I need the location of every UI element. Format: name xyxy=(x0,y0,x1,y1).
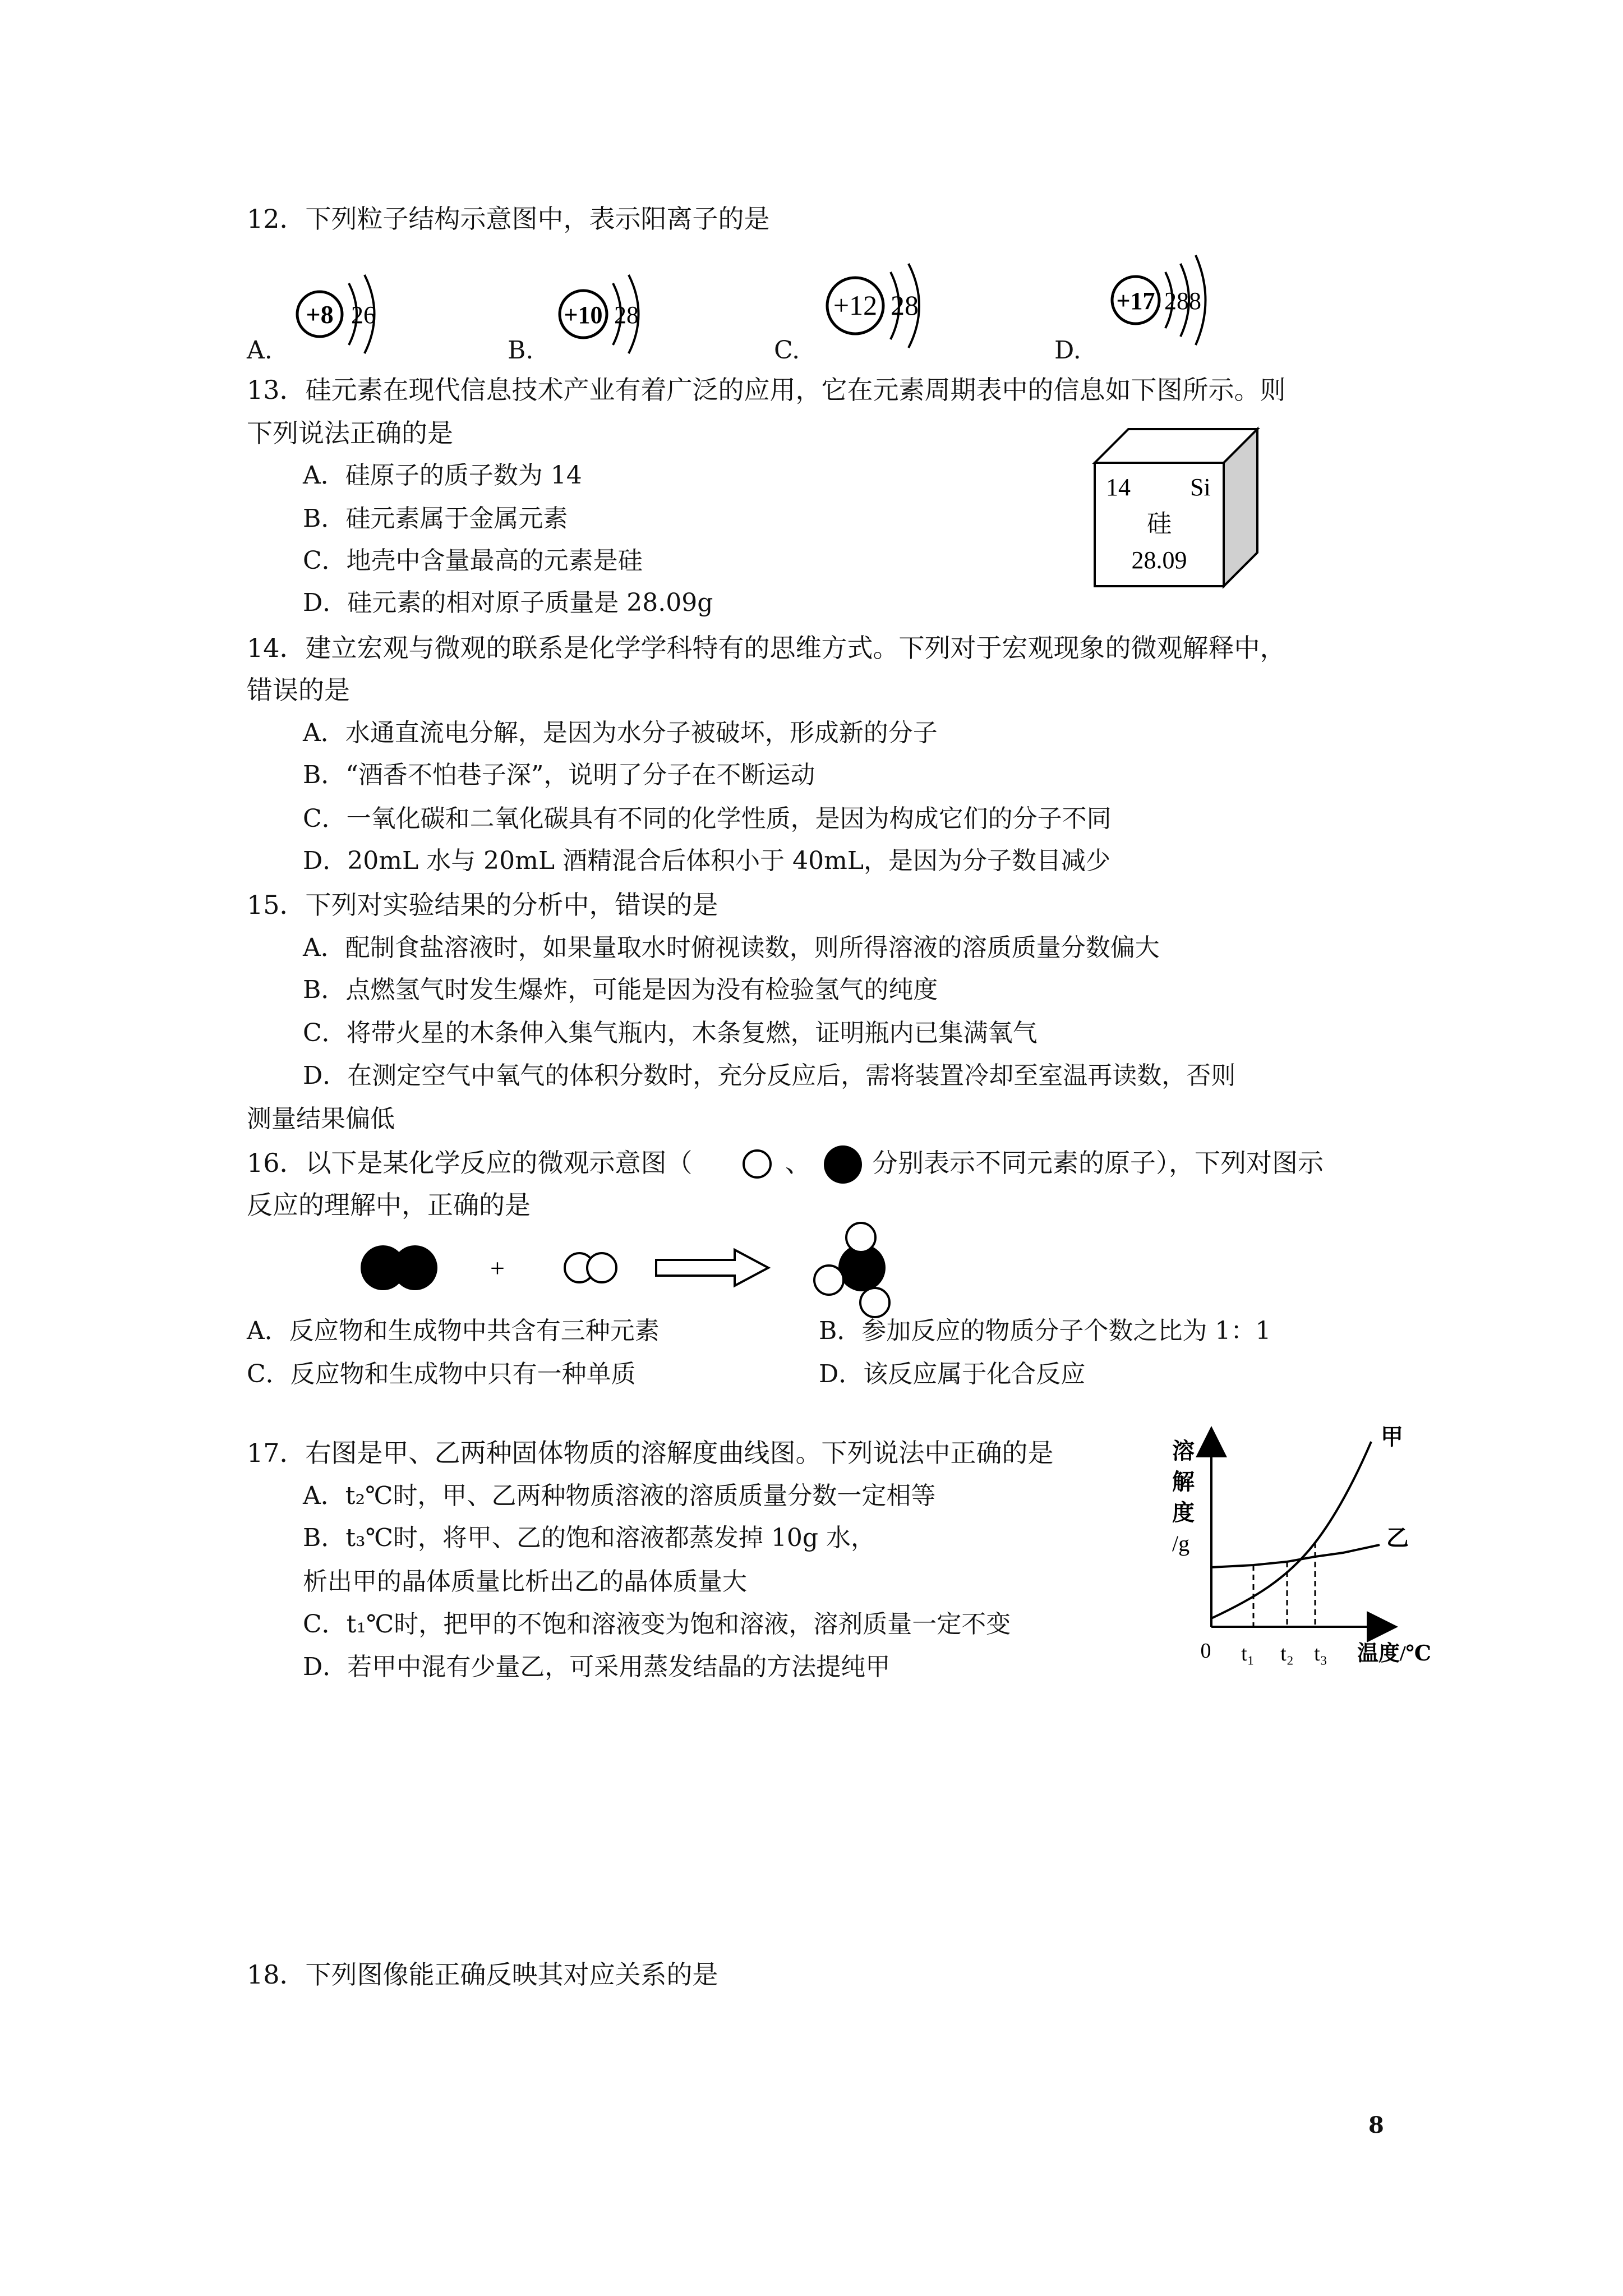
reaction-arrow xyxy=(656,1250,768,1286)
q14-option-b: B．“酒香不怕巷子深”，说明了分子在不断运动 xyxy=(303,761,815,789)
origin-label: 0 xyxy=(1200,1639,1211,1663)
q16-stem-line2: 反应的理解中，正确的是 xyxy=(247,1190,531,1220)
series-label-jia: 甲 xyxy=(1381,1424,1403,1450)
y-axis-label-3: 度 xyxy=(1172,1500,1195,1525)
q17-option-b-line1: B．t₃℃时，将甲、乙的饱和溶液都蒸发掉 10g 水， xyxy=(303,1524,876,1552)
q14-option-a: A．水通直流电分解，是因为水分子被破坏，形成新的分子 xyxy=(303,719,938,747)
nucleus-b: +10 xyxy=(564,301,603,329)
q15-option-a: A．配制食盐溶液时，如果量取水时俯视读数，则所得溶液的溶质质量分数偏大 xyxy=(303,933,1160,962)
periodic-table-cell xyxy=(1088,424,1267,592)
q16-option-b: B．参加反应的物质分子个数之比为 1：1 xyxy=(819,1317,1271,1345)
reactant-black-atom-2 xyxy=(393,1245,437,1290)
solubility-curve-graph xyxy=(1155,1419,1475,1700)
q14-option-c: C．一氧化碳和二氧化碳具有不同的化学性质，是因为构成它们的分子不同 xyxy=(303,804,1112,833)
atom-structure-d xyxy=(1099,247,1262,348)
q12-option-a-label: A. xyxy=(247,336,273,365)
q12-option-d-label: D. xyxy=(1054,336,1081,365)
shells-b: 28 xyxy=(614,301,639,329)
q18-stem: 18．下列图像能正确反映其对应关系的是 xyxy=(247,1959,718,1990)
q13-option-a: A．硅原子的质子数为 14 xyxy=(303,461,582,490)
q14-stem-line2: 错误的是 xyxy=(247,675,350,705)
q16-stem-line1-a: 16．以下是某化学反应的微观示意图（ xyxy=(247,1148,693,1178)
atom-structure-c xyxy=(819,255,965,356)
shells-c: 28 xyxy=(891,289,919,321)
q15-option-d-cont: 测量结果偏低 xyxy=(247,1105,395,1133)
product-white-atom-3 xyxy=(860,1288,889,1317)
atom-structure-b xyxy=(547,258,676,359)
q14-stem-line1: 14．建立宏观与微观的联系是化学学科特有的思维方式。下列对于宏观现象的微观解释中， xyxy=(247,633,1286,663)
tick-t3: t₃ xyxy=(1314,1642,1327,1665)
q16-option-d: D．该反应属于化合反应 xyxy=(819,1360,1086,1388)
q16-option-c: C．反应物和生成物中只有一种单质 xyxy=(247,1360,636,1388)
q15-option-d: D．在测定空气中氧气的体积分数时，充分反应后，需将装置冷却至室温再读数，否则 xyxy=(303,1061,1236,1090)
q16-option-a: A．反应物和生成物中共含有三种元素 xyxy=(247,1317,660,1345)
black-atom-icon xyxy=(822,1143,864,1186)
tick-t1: t₁ xyxy=(1241,1642,1255,1665)
q15-option-c: C．将带火星的木条伸入集气瓶内，木条复燃，证明瓶内已集满氧气 xyxy=(303,1019,1038,1047)
q12-option-c-label: C. xyxy=(774,336,800,365)
product-white-atom-2 xyxy=(814,1266,843,1295)
q16-stem-line1-b: 分别表示不同元素的原子），下列对图示 xyxy=(872,1148,1324,1178)
element-symbol: Si xyxy=(1190,473,1211,501)
page-number: 8 xyxy=(1368,2112,1384,2138)
q15-stem: 15．下列对实验结果的分析中，错误的是 xyxy=(247,890,718,920)
y-axis-label-1: 溶 xyxy=(1172,1438,1195,1464)
q17-option-c: C．t₁℃时，把甲的不饱和溶液变为饱和溶液，溶剂质量一定不变 xyxy=(303,1610,1011,1639)
q13-option-b: B．硅元素属于金属元素 xyxy=(303,504,568,533)
q16-stem-separator: 、 xyxy=(785,1148,811,1178)
element-name: 硅 xyxy=(1147,510,1172,537)
atom-structure-a xyxy=(286,258,415,359)
q12-stem: 12．下列粒子结构示意图中，表示阳离子的是 xyxy=(247,204,770,234)
q14-option-d: D．20mL 水与 20mL 酒精混合后体积小于 40mL，是因为分子数目减少 xyxy=(303,846,1111,875)
nucleus-d: +17 xyxy=(1116,287,1155,315)
atomic-mass: 28.09 xyxy=(1131,546,1187,574)
y-axis-label-2: 解 xyxy=(1172,1469,1195,1494)
q17-stem: 17．右图是甲、乙两种固体物质的溶解度曲线图。下列说法中正确的是 xyxy=(247,1438,1054,1468)
q13-option-c: C．地壳中含量最高的元素是硅 xyxy=(303,546,643,575)
q17-option-a: A．t₂℃时，甲、乙两种物质溶液的溶质质量分数一定相等 xyxy=(303,1481,936,1510)
x-axis-label: 温度/℃ xyxy=(1357,1642,1432,1665)
q13-stem-line2: 下列说法正确的是 xyxy=(247,418,453,448)
plus-sign: + xyxy=(490,1254,505,1282)
curve-jia xyxy=(1211,1442,1371,1618)
q17-option-b-line2: 析出甲的晶体质量比析出乙的晶体质量大 xyxy=(303,1567,747,1596)
series-label-yi: 乙 xyxy=(1386,1525,1409,1550)
q17-option-d: D．若甲中混有少量乙，可采用蒸发结晶的方法提纯甲 xyxy=(303,1653,891,1681)
y-axis-label-4: /g xyxy=(1172,1531,1190,1556)
shells-a: 26 xyxy=(351,301,376,329)
nucleus-c: +12 xyxy=(833,289,878,321)
nucleus-a: +8 xyxy=(306,300,334,329)
tick-t2: t₂ xyxy=(1280,1642,1294,1665)
q12-option-b-label: B. xyxy=(508,336,534,365)
q13-stem-line1: 13．硅元素在现代信息技术产业有着广泛的应用，它在元素周期表中的信息如下图所示。则 xyxy=(247,375,1286,405)
shells-d: 288 xyxy=(1164,287,1201,315)
product-white-atom-1 xyxy=(846,1223,875,1252)
q15-option-b: B．点燃氢气时发生爆炸，可能是因为没有检验氢气的纯度 xyxy=(303,976,938,1004)
q13-option-d: D．硅元素的相对原子质量是 28.09g xyxy=(303,588,713,617)
atomic-number: 14 xyxy=(1106,473,1131,501)
reactant-white-atom-2 xyxy=(587,1253,616,1282)
white-atom-icon xyxy=(740,1147,774,1181)
